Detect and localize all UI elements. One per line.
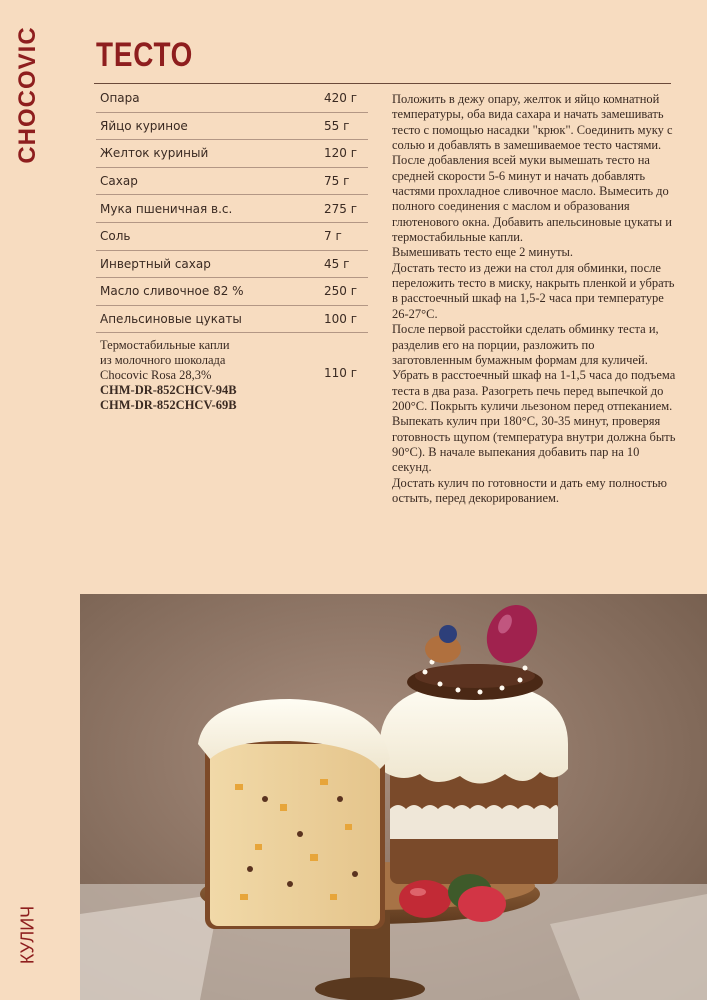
table-row <box>96 112 368 140</box>
table-row <box>96 85 368 112</box>
ingredient-name: Соль <box>96 222 324 250</box>
ingredient-name: Яйцо куриное <box>96 112 324 140</box>
ingredient-qty: 110 г <box>324 366 358 381</box>
ingredient-line: Термостабильные капли <box>100 338 230 353</box>
table-row <box>96 250 368 278</box>
page-title: ТЕСТО <box>96 36 194 74</box>
instruction-paragraph: Положить в дежу опару, желток и яйцо комнатной температуры, оба вида сахара и начать замешивать тесто с помощью насадки "крюк". Соединить муку с солью и добавлять в замешиваемое тесто частями. <box>392 92 673 153</box>
ingredient-qty: 120 г <box>324 140 368 168</box>
ingredient-qty: 55 г <box>324 112 368 140</box>
instruction-paragraph: Достать кулич по готовности и дать ему полностью остыть, перед декорированием. <box>392 475 668 505</box>
ingredient-qty: 100 г <box>324 305 368 333</box>
table-row <box>96 140 368 168</box>
table-row <box>96 195 368 223</box>
instruction-paragraph: Достать тесто из дежи на стол для обминки, после переложить тесто в миску, накрыть пленкой и убрать в расстоечный шкаф на 1,5-2 часа при температуре 26-27°С. <box>392 260 675 321</box>
instruction-paragraph: После добавления всей муки вымешать тесто на средней скорости 5-6 минут и начать добавлять частями прохладное сливочное масло. Вымесить до полного соединения с маслом и образования глютенового окна. Добавить апельсиновые цукаты и термостабильные капли. <box>392 153 672 245</box>
kulich-illustration <box>80 594 707 1000</box>
ingredient-name: Масло сливочное 82 % <box>96 278 324 306</box>
brand-name: CHOCOVIC <box>14 26 41 164</box>
table-row <box>96 278 368 306</box>
instruction-paragraph: Вымешивать тесто еще 2 минуты. <box>392 245 574 260</box>
ingredient-name: Опара <box>96 85 324 112</box>
ingredient-qty: 7 г <box>324 222 368 250</box>
kulich-photo <box>80 594 707 1000</box>
ingredient-qty: 250 г <box>324 278 368 306</box>
brand-logo <box>8 26 48 164</box>
ingredient-line: из молочного шоколада <box>100 353 226 368</box>
instruction-paragraph: Выпекать кулич при 180°С, 30-35 минут, проверяя готовность щупом (температура внутри должна быть 90°С). В начале выпекания добавить пар на 10 секунд. <box>392 414 676 475</box>
ingredient-qty: 75 г <box>324 167 368 195</box>
instruction-paragraph: После первой расстойки сделать обминку теста и, разделив его на порции, разложить по заготовленным бумажным формам для куличей. Убрать в расстоечный шкаф на 1-1,5 часа до подъема теста в два раза. Разогреть печь перед выпечкой до 200°С. Покрыть куличи льезоном перед отпеканием. <box>392 322 676 413</box>
table-row <box>96 305 368 333</box>
ingredient-qty: 275 г <box>324 195 368 223</box>
ingredient-line: Chocovic Rosa 28,3% <box>100 368 212 383</box>
ingredients-table <box>96 85 368 413</box>
table-row <box>96 167 368 195</box>
ingredient-name: Сахар <box>96 167 324 195</box>
section-label-text: КУЛИЧ <box>17 905 38 965</box>
ingredient-name: Мука пшеничная в.с. <box>96 195 324 223</box>
table-row <box>96 222 368 250</box>
product-code: CHM-DR-852CHCV-69B <box>100 398 237 413</box>
ingredient-qty: 420 г <box>324 85 368 112</box>
ingredient-name: Инвертный сахар <box>96 250 324 278</box>
ingredient-name: Апельсиновые цукаты <box>96 305 324 333</box>
section-label <box>8 900 48 970</box>
ingredient-name <box>96 333 324 414</box>
product-code: CHM-DR-852CHCV-94B <box>100 383 237 398</box>
instructions-text <box>392 92 676 506</box>
ingredient-name: Желток куриный <box>96 140 324 168</box>
table-row <box>96 333 368 414</box>
ingredient-qty: 45 г <box>324 250 368 278</box>
title-divider <box>94 83 671 84</box>
